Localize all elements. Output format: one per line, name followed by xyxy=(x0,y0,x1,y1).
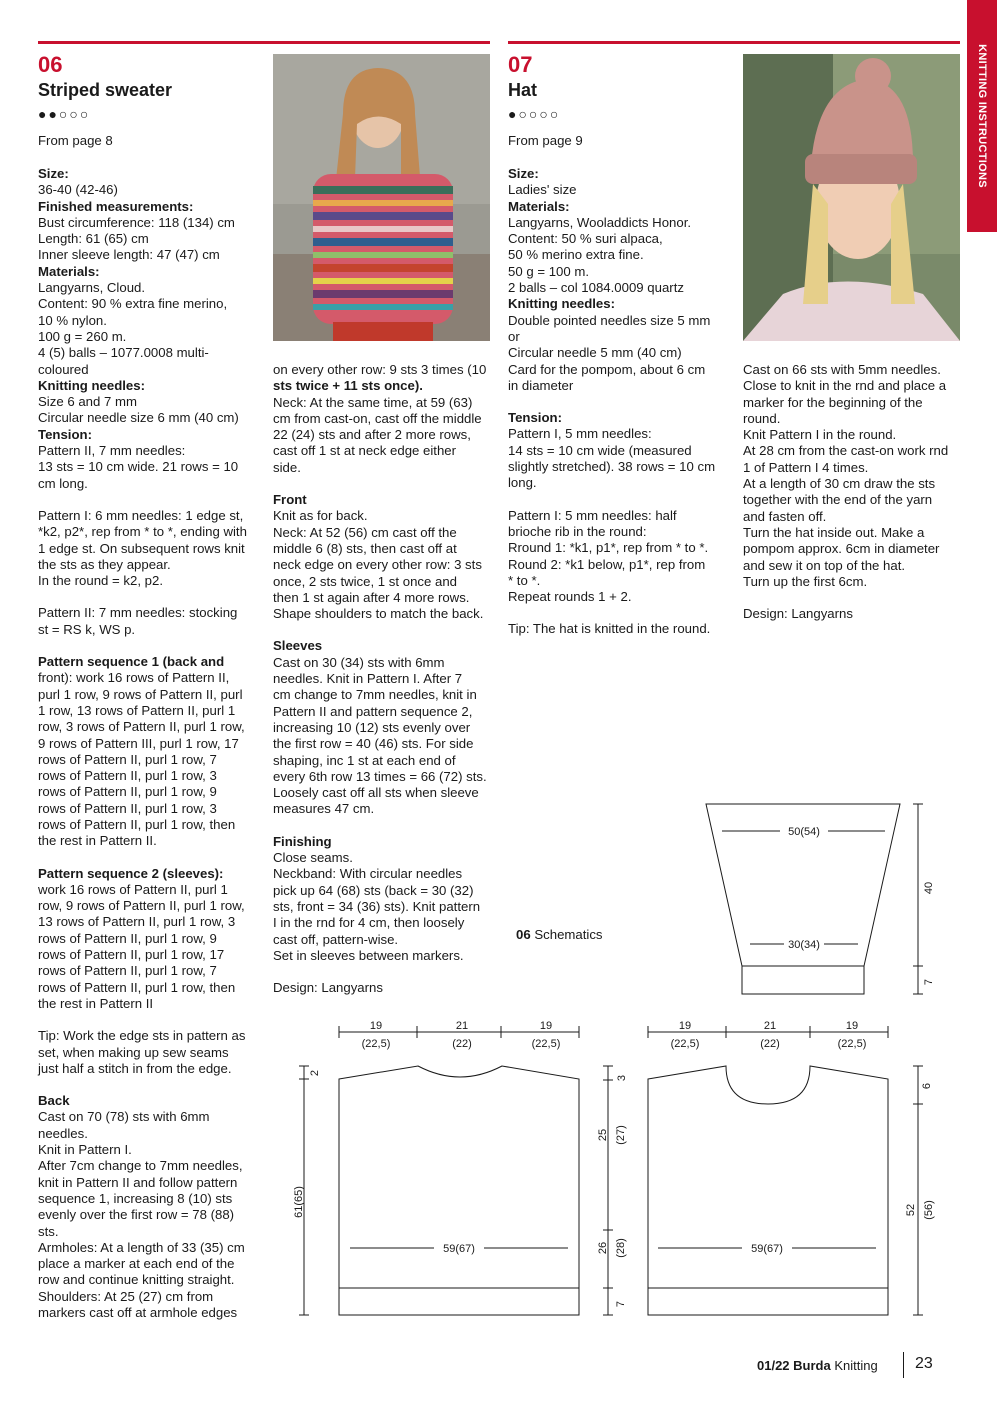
armhole-height-large: (27) xyxy=(615,1125,627,1145)
pattern-07-column-2 xyxy=(743,362,965,622)
p06-col1-line: *k2, p2*, rep from * to *, ending with xyxy=(38,524,247,540)
p06-col1-line: Knit in Pattern I. xyxy=(38,1142,132,1158)
p07-col2-line: Design: Langyarns xyxy=(743,606,853,622)
back-width-left: 19 xyxy=(369,1020,383,1032)
pattern-title-07: Hat xyxy=(508,80,538,100)
p06-col2-line: neck edge on every other row: 3 sts xyxy=(273,557,482,573)
footer-issue xyxy=(757,1358,878,1373)
p06-col1-line: rows of Pattern II, purl 1 row, 7 xyxy=(38,963,217,979)
p06-col2-line: Finishing xyxy=(273,833,332,849)
p06-col1-line: rows of Pattern II, purl 1 row, 9 xyxy=(38,784,217,800)
p07-col1-line xyxy=(508,394,730,410)
p07-col1-line: Knitting needles: xyxy=(508,296,615,312)
p07-col1-line: 14 sts = 10 cm wide (measured xyxy=(508,442,692,458)
p06-col1-line: just half a stitch in from the edge. xyxy=(38,1060,232,1076)
p06-col1-line: Circular needle size 6 mm (40 cm) xyxy=(38,410,239,426)
p06-col1-line: Bust circumference: 118 (134) cm xyxy=(38,214,235,230)
p07-col1-line: * to *. xyxy=(508,572,541,588)
p07-col1-line: brioche rib in the round: xyxy=(508,523,647,539)
p06-col2-line: shaping, inc 1 st at each end of xyxy=(273,752,456,768)
rib-height: 7 xyxy=(615,1300,627,1308)
p06-col1-line: rows of Pattern II, purl 1 row, 3 xyxy=(38,768,217,784)
body-height-dimensions xyxy=(590,1060,635,1320)
p07-col2-line: round. xyxy=(743,410,781,426)
p06-col2-line: Front xyxy=(273,492,307,508)
p06-col2-line: Cast on 30 (34) sts with 6mm xyxy=(273,654,445,670)
p06-col1-line: rows of Pattern II, purl 1 row, then xyxy=(38,816,236,832)
hat-photo xyxy=(743,54,960,341)
p06-col1-line: the rest in Pattern II. xyxy=(38,833,157,849)
p07-col2-line: At 28 cm from the cast-on work rnd xyxy=(743,443,949,459)
p07-col1-line: long. xyxy=(508,475,537,491)
p06-col1-line: evenly over the first row = 78 (88) xyxy=(38,1207,235,1223)
p06-col2-line: Shape shoulders to match the back. xyxy=(273,606,484,622)
section-tab xyxy=(967,0,997,232)
p07-col2-line: together with the end of the yarn xyxy=(743,492,933,508)
p06-col1-line: Size 6 and 7 mm xyxy=(38,394,137,410)
header-rule-07 xyxy=(508,41,960,44)
p07-col1-line: Langyarns, Wooladdicts Honor. xyxy=(508,214,692,230)
p06-col2-line xyxy=(273,964,495,980)
from-page-07: From page 9 xyxy=(508,133,583,148)
p07-col2-line: Close to knit in the rnd and place a xyxy=(743,378,947,394)
p06-col1-line: 13 sts = 10 cm wide. 21 rows = 10 xyxy=(38,459,239,475)
p06-col1-line: row, 9 rows of Pattern II, purl 1 row, xyxy=(38,898,245,914)
p06-col1-line: st = RS k, WS p. xyxy=(38,621,136,637)
p06-col2-line: cast off, pattern-wise. xyxy=(273,931,399,947)
footer-section: Knitting xyxy=(834,1358,878,1373)
p06-col1-line: row, 3 rows of Pattern II, purl 1 row, xyxy=(38,719,245,735)
p07-col2-line: Cast on 66 sts with 5mm needles. xyxy=(743,362,941,377)
header-rule-06 xyxy=(38,41,490,44)
p06-col1-line: place a marker at each end of the xyxy=(38,1256,235,1272)
sleeve-bottom-width: 30(34) xyxy=(788,939,820,951)
p07-col2-line: and fasten off. xyxy=(743,508,827,524)
p06-col1-line: Armholes: At a length of 33 (35) cm xyxy=(38,1239,245,1255)
p06-col2-line: on every other row: 9 sts 3 times (10 xyxy=(273,362,487,377)
sleeve-height: 40 xyxy=(923,881,935,895)
p06-col2-line: Neckband: With circular needles xyxy=(273,866,463,882)
p06-col2-line: then 1 st again after 4 more rows. xyxy=(273,589,470,605)
p06-col2-line: Neck: At the same time, at 59 (63) xyxy=(273,394,473,410)
front-width-left: 19 xyxy=(678,1020,692,1032)
p06-col1-line: front): work 16 rows of Pattern II, xyxy=(38,670,230,686)
back-neck-depth: 2 xyxy=(309,1069,321,1077)
p06-col1-line: 100 g = 260 m. xyxy=(38,328,127,344)
schematics-label-number: 06 xyxy=(516,927,531,942)
p07-col1-line: Pattern I, 5 mm needles: xyxy=(508,426,652,442)
p06-col1-line: Pattern II, 7 mm needles: xyxy=(38,443,186,459)
p06-col1-line: knit in Pattern II and follow pattern xyxy=(38,1174,238,1190)
sleeve-cuff-height: 7 xyxy=(923,978,935,986)
pattern-number-06: 06 xyxy=(38,52,63,77)
p06-col2-line: Loosely cast off all sts when sleeve xyxy=(273,785,479,801)
p06-col1-line: the rest in Pattern II xyxy=(38,995,154,1011)
p07-col2-line: Turn the hat inside out. Make a xyxy=(743,524,925,540)
p06-col2-line: sts twice + 11 sts once). xyxy=(273,378,423,394)
p06-col2-line xyxy=(273,818,495,834)
p06-col1-line xyxy=(38,589,260,605)
back-width-center: 21 xyxy=(455,1020,469,1032)
p07-col2-line: marker for the beginning of the xyxy=(743,394,923,410)
p06-col1-line: Back xyxy=(38,1093,70,1109)
footer-divider xyxy=(903,1352,904,1378)
p07-col1-line: Card for the pompom, about 6 cm xyxy=(508,361,706,377)
p06-col1-line xyxy=(38,1012,260,1028)
p06-col1-line: needles. xyxy=(38,1125,88,1141)
p06-col2-line: 22 (24) sts and after 2 more rows, xyxy=(273,427,471,443)
body-height-large: (28) xyxy=(615,1238,627,1258)
p07-col1-line: Tension: xyxy=(508,410,562,426)
p06-col1-line: Pattern II: 7 mm needles: stocking xyxy=(38,605,238,621)
p06-col2-line: Set in sleeves between markers. xyxy=(273,947,464,963)
p06-col1-line: 4 (5) balls – 1077.0008 multi- xyxy=(38,345,209,361)
p06-col1-line: Cast on 70 (78) sts with 6mm xyxy=(38,1109,210,1125)
p06-col1-line: Inner sleeve length: 47 (47) cm xyxy=(38,247,220,263)
p06-col1-line: Shoulders: At 25 (27) cm from xyxy=(38,1288,214,1304)
p07-col2-line: Turn up the first 6cm. xyxy=(743,573,868,589)
p06-col1-line: Langyarns, Cloud. xyxy=(38,280,146,296)
p07-col1-line: 2 balls – col 1084.0009 quartz xyxy=(508,280,684,296)
footer-issue-number: 01/22 xyxy=(757,1358,790,1373)
back-width: 59(67) xyxy=(443,1243,475,1255)
p07-col2-line: and sew it on top of the hat. xyxy=(743,557,906,573)
p06-col1-line: Length: 61 (65) cm xyxy=(38,231,149,247)
p07-col1-line: or xyxy=(508,328,520,344)
p06-col1-line: Tension: xyxy=(38,426,92,442)
p07-col2-line: Knit Pattern I in the round. xyxy=(743,427,897,443)
pattern-07-column-1 xyxy=(508,166,730,638)
p06-col2-line: Sleeves xyxy=(273,638,323,654)
shoulder-drop: 3 xyxy=(616,1074,628,1082)
p06-col1-line: rows of Pattern II, purl 1 row, 17 xyxy=(38,947,225,963)
front-width-center-large: (22) xyxy=(760,1038,780,1050)
p06-col2-line: Design: Langyarns xyxy=(273,980,383,996)
p06-col2-line: measures 47 cm. xyxy=(273,801,375,817)
front-width: 59(67) xyxy=(751,1243,783,1255)
from-page-06: From page 8 xyxy=(38,133,113,148)
p06-col2-line: Neck: At 52 (56) cm cast off the xyxy=(273,524,457,540)
p06-col1-line: 13 rows of Pattern II, purl 1 row, 3 xyxy=(38,914,236,930)
p07-col1-line: Circular needle 5 mm (40 cm) xyxy=(508,345,682,361)
front-width-center: 21 xyxy=(763,1020,777,1032)
p06-col2-line: Knit as for back. xyxy=(273,508,368,524)
pattern-title-06: Striped sweater xyxy=(38,80,173,100)
p07-col2-line: pompom approx. 6cm in diameter xyxy=(743,541,940,557)
p06-col1-line: row and continue knitting straight. xyxy=(38,1272,235,1288)
p06-col1-line: rows of Pattern II, purl 1 row, then xyxy=(38,979,236,995)
p06-col2-line: I in the rnd for 4 cm, then loosely xyxy=(273,915,465,931)
front-length: 52 xyxy=(905,1203,917,1217)
p06-col1-line: the sts as they appear. xyxy=(38,556,171,572)
back-schematic xyxy=(290,1010,630,1335)
footer-brand: Burda xyxy=(793,1358,831,1373)
front-neck-depth: 6 xyxy=(921,1082,933,1090)
section-tab-label: KNITTING INSTRUCTIONS xyxy=(976,44,988,188)
pattern-06-column-2 xyxy=(273,362,495,996)
p06-col1-line: Content: 90 % extra fine merino, xyxy=(38,296,228,312)
p06-col1-line: Pattern sequence 1 (back and xyxy=(38,654,225,670)
sweater-photo xyxy=(273,54,490,341)
p07-col1-line: slightly stretched). 38 rows = 10 cm xyxy=(508,459,716,475)
back-width-right-large: (22,5) xyxy=(531,1038,561,1050)
p06-col1-line: 36-40 (42-46) xyxy=(38,182,118,198)
p06-col2-line: increasing 10 (12) sts evenly over xyxy=(273,719,471,735)
p06-col1-line xyxy=(38,638,260,654)
front-width-left-large: (22,5) xyxy=(670,1038,700,1050)
p07-col1-line xyxy=(508,492,730,508)
armhole-height: 25 xyxy=(597,1128,609,1142)
p06-col1-line: Finished measurements: xyxy=(38,198,194,214)
p07-col1-line: Content: 50 % suri alpaca, xyxy=(508,231,663,247)
p07-col1-line: 50 % merino extra fine. xyxy=(508,247,644,263)
p06-col1-line: 1 row, 13 rows of Pattern II, purl 1 xyxy=(38,702,236,718)
schematics-label-text: Schematics xyxy=(534,927,603,942)
p06-col2-line: cm change to 7mm needles, knit in xyxy=(273,687,477,703)
p07-col2-line: 1 of Pattern I 4 times. xyxy=(743,459,869,475)
p06-col1-line: coloured xyxy=(38,361,89,377)
p06-col1-line: sts. xyxy=(38,1223,59,1239)
difficulty-rating-06: ●●○○○ xyxy=(38,106,91,122)
front-length-large: (56) xyxy=(923,1200,935,1220)
p06-col1-line: set, when making up sew seams xyxy=(38,1044,229,1060)
p07-col2-line xyxy=(743,590,965,606)
p06-col2-line: pick up 64 (68) sts (back = 30 (32) xyxy=(273,882,474,898)
p06-col1-line: rows of Pattern II, purl 1 row, 9 xyxy=(38,930,217,946)
p06-col2-line: needles. Knit in Pattern I. After 7 xyxy=(273,671,463,687)
p06-col2-line: sts, front = 34 (36) sts). Knit pattern xyxy=(273,898,481,914)
p06-col1-line xyxy=(38,492,260,508)
p07-col2-line: At a length of 30 cm draw the sts xyxy=(743,476,936,492)
p07-col1-line: Size: xyxy=(508,166,539,181)
p06-col2-line: cast off 1 st at neck edge either xyxy=(273,443,457,459)
p06-col2-line xyxy=(273,476,495,492)
p07-col1-line: Double pointed needles size 5 mm xyxy=(508,312,711,328)
p06-col2-line: Close seams. xyxy=(273,850,353,866)
p07-col1-line: Tip: The hat is knitted in the round. xyxy=(508,621,711,637)
p06-col2-line: Pattern II and pattern sequence 2, xyxy=(273,703,473,719)
p06-col1-line xyxy=(38,850,260,866)
p06-col1-line: After 7cm change to 7mm needles, xyxy=(38,1158,243,1174)
p06-col1-line: Tip: Work the edge sts in pattern as xyxy=(38,1028,246,1044)
back-width-center-large: (22) xyxy=(452,1038,472,1050)
back-width-left-large: (22,5) xyxy=(361,1038,391,1050)
p06-col1-line xyxy=(38,1077,260,1093)
p06-col2-line: the first row = 40 (46) sts. For side xyxy=(273,736,474,752)
back-length: 61(65) xyxy=(293,1186,305,1218)
p06-col1-line: 1 edge st. On subsequent rows knit xyxy=(38,540,245,556)
front-width-right: 19 xyxy=(845,1020,859,1032)
p06-col1-line: In the round = k2, p2. xyxy=(38,573,164,589)
p07-col1-line: in diameter xyxy=(508,377,574,393)
p06-col1-line: Knitting needles: xyxy=(38,377,145,393)
sleeve-top-width: 50(54) xyxy=(788,826,820,838)
p06-col1-line: 10 % nylon. xyxy=(38,312,107,328)
p07-col1-line: Repeat rounds 1 + 2. xyxy=(508,589,632,605)
p06-col1-line: rows of Pattern II, purl 1 row, 3 xyxy=(38,800,217,816)
p06-col1-line: purl 1 row, 9 rows of Pattern II, purl xyxy=(38,686,243,702)
p06-col1-line: sequence 1, increasing 8 (10) sts xyxy=(38,1190,233,1206)
p07-col1-line: Round 2: *k1 below, p1*, rep from xyxy=(508,556,706,572)
page-number: 23 xyxy=(915,1355,933,1372)
p06-col1-line: Pattern sequence 2 (sleeves): xyxy=(38,865,224,881)
p06-col1-line: Materials: xyxy=(38,263,100,279)
front-schematic xyxy=(640,1010,945,1335)
p07-col1-line: Pattern I: 5 mm needles: half xyxy=(508,507,677,523)
p06-col2-line: side. xyxy=(273,459,301,475)
p06-col2-line xyxy=(273,622,495,638)
p07-col1-line: 50 g = 100 m. xyxy=(508,263,590,279)
p06-col1-line: Pattern I: 6 mm needles: 1 edge st, xyxy=(38,507,244,523)
difficulty-rating-07: ●○○○○ xyxy=(508,106,561,122)
schematics-label xyxy=(516,927,603,943)
p06-col1-line: cm long. xyxy=(38,475,88,491)
p06-col1-line: work 16 rows of Pattern II, purl 1 xyxy=(38,881,228,897)
p06-col1-line: rows of Pattern II, purl 1 row, 7 xyxy=(38,751,217,767)
p06-col2-line: middle 6 (8) sts, then cast off at xyxy=(273,540,457,556)
sleeve-schematic xyxy=(700,800,945,1000)
p06-col2-line: every 6th row 13 times = 66 (72) sts. xyxy=(273,768,487,784)
pattern-number-07: 07 xyxy=(508,52,533,77)
p07-col1-line: Rround 1: *k1, p1*, rep from * to *. xyxy=(508,540,709,556)
p06-col1-line: Size: xyxy=(38,166,69,181)
p06-col1-line: 9 rows of Pattern III, purl 1 row, 17 xyxy=(38,735,239,751)
back-width-right: 19 xyxy=(539,1020,553,1032)
p07-col1-line: Ladies' size xyxy=(508,182,577,198)
p07-col1-line: Materials: xyxy=(508,198,570,214)
p06-col1-line: markers cast off at armhole edges xyxy=(38,1305,238,1320)
body-height: 26 xyxy=(597,1241,609,1255)
front-width-right-large: (22,5) xyxy=(837,1038,867,1050)
pattern-06-column-1 xyxy=(38,166,260,1321)
p07-col1-line xyxy=(508,605,730,621)
p06-col2-line: cm from cast-on, cast off the middle xyxy=(273,410,482,426)
p06-col2-line: once, 2 sts twice, 1 st once and xyxy=(273,573,457,589)
